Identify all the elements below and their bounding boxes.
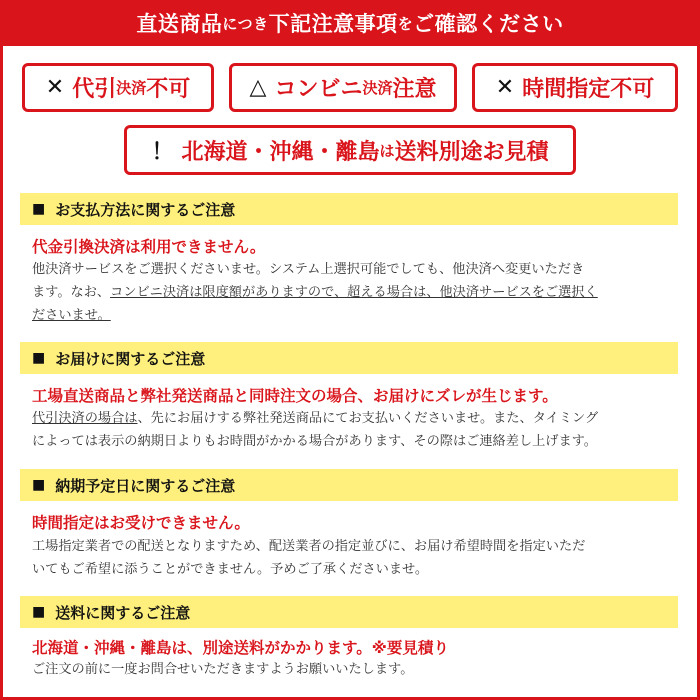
badge-text-small: は [379, 141, 395, 160]
notice-header [0, 0, 700, 46]
section-title: お支払方法に関するご注意 [55, 200, 236, 219]
badge-time-unavailable [472, 63, 678, 112]
section-shipping-header [20, 596, 678, 628]
section-lead: 時間指定はお受けできません。 [32, 514, 250, 532]
body-line: 、先にお届けする弊社発送商品にてお支払いくださいませ。また、タイミング [137, 411, 599, 426]
section-payment-body [32, 258, 677, 327]
section-shipping-body [32, 658, 677, 681]
body-line: いてもご希望に添うことができません。予めご了承くださいませ。 [32, 562, 429, 577]
badge-text-2: 送料別途お見積 [394, 139, 549, 165]
cross-icon: ✕ [45, 75, 65, 100]
triangle-icon: △ [249, 75, 267, 100]
section-lead: 北海道・沖縄・離島は、別途送料がかかります。※要見積り [32, 639, 449, 657]
section-delivery-header [20, 342, 678, 374]
badge-text-small: 決済 [362, 79, 393, 97]
header-text-3: 下記注意事項 [268, 12, 398, 36]
badge-remote-shipping [124, 125, 576, 175]
square-bullet-icon: ■ [32, 604, 46, 620]
square-bullet-icon: ■ [32, 477, 46, 493]
badge-cod-unavailable [22, 63, 214, 112]
section-delivery-body [32, 407, 677, 453]
section-title: 送料に関するご注意 [55, 603, 191, 622]
body-line-underlined: 代引決済の場合は [32, 411, 138, 426]
badge-text: コンビニ [274, 77, 363, 102]
badge-convenience-caution [229, 63, 457, 112]
cross-icon: ✕ [495, 75, 515, 100]
square-bullet-icon: ■ [32, 201, 46, 217]
body-line-underlined: コンビニ決済は限度額がありますので、超える場合は、他決済サービスをご選択く [110, 285, 598, 300]
header-text-2: につき [222, 14, 269, 33]
section-lead: 工場直送商品と弊社発送商品と同時注文の場合、お届けにズレが生じます。 [32, 387, 558, 405]
body-line: ます。なお、 [32, 285, 111, 300]
badge-text: 北海道・沖縄・離島 [181, 139, 380, 165]
square-bullet-icon: ■ [32, 350, 46, 366]
body-line-underlined: ださいませ。 [32, 308, 111, 323]
section-payment-header [20, 193, 678, 225]
section-title: 納期予定日に関するご注意 [55, 476, 236, 495]
section-date-header [20, 469, 678, 501]
section-date-body [32, 535, 677, 581]
badge-text: 時間指定不可 [522, 77, 655, 102]
header-text-4: を [397, 14, 414, 33]
body-line: 他決済サービスをご選択くださいませ。システム上選択可能でしても、他決済へ変更いただき [32, 262, 585, 277]
header-text-5: ご確認ください [413, 12, 564, 36]
exclamation-icon: ！ [151, 139, 174, 165]
section-lead: 代金引換決済は利用できません。 [32, 238, 266, 256]
badge-text-small: 決済 [116, 79, 147, 97]
badge-text-2: 注意 [392, 77, 437, 102]
section-title: お届けに関するご注意 [55, 349, 206, 368]
badge-text-2: 不可 [146, 77, 191, 102]
header-text-1: 直送商品 [136, 12, 223, 36]
body-line: 工場指定業者での配送となりますため、配送業者の指定並びに、お届け希望時間を指定いただ [32, 539, 586, 554]
badge-text: 代引 [72, 77, 117, 102]
body-line: ご注文の前に一度お問合せいただきますようお願いいたします。 [32, 662, 414, 677]
body-line: によっては表示の納期日よりもお時間がかかる場合があります、その際はご連絡差し上げます。 [32, 434, 597, 449]
